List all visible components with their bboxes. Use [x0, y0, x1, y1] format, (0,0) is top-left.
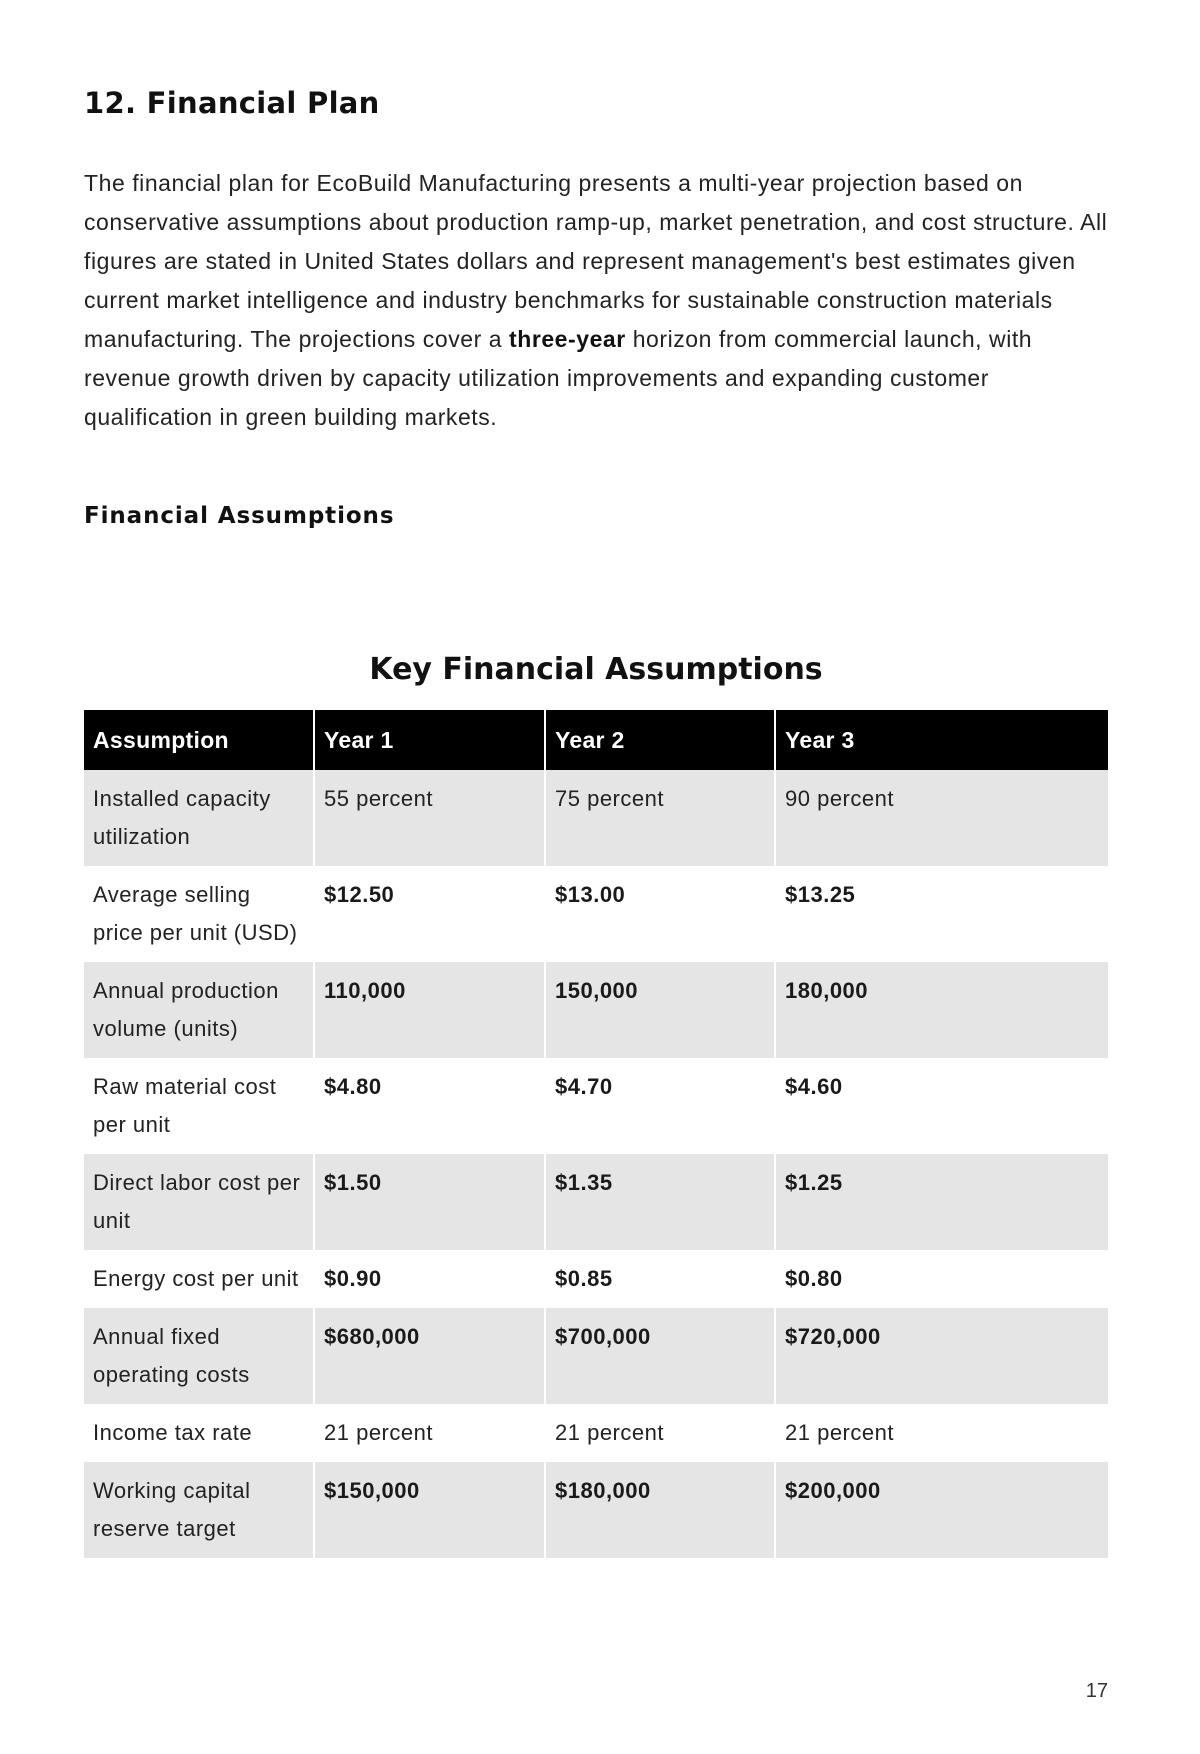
table-cell: $12.50 [314, 866, 545, 962]
row-label: Annual fixed operating costs [84, 1308, 314, 1404]
table-row [84, 770, 1108, 866]
row-label: Working capital reserve target [84, 1462, 314, 1558]
table-cell: $4.70 [545, 1058, 775, 1154]
intro-paragraph [84, 164, 1108, 437]
table-cell: $1.35 [545, 1154, 775, 1250]
row-label: Direct labor cost per unit [84, 1154, 314, 1250]
assumptions-table [84, 710, 1108, 1558]
table-cell: $180,000 [545, 1462, 775, 1558]
table-row [84, 1404, 1108, 1462]
table-cell: $200,000 [775, 1462, 1108, 1558]
table-caption: Key Financial Assumptions [369, 652, 823, 687]
header-cell: Assumption [84, 710, 314, 770]
table-cell: 55 percent [314, 770, 545, 866]
table-row [84, 1462, 1108, 1558]
table-cell: $0.90 [314, 1250, 545, 1308]
section-title: 12. Financial Plan [84, 86, 380, 120]
header-cell: Year 2 [545, 710, 775, 770]
table-cell: 21 percent [545, 1404, 775, 1462]
table-cell: $13.25 [775, 866, 1108, 962]
table-cell: $13.00 [545, 866, 775, 962]
table-cell: $680,000 [314, 1308, 545, 1404]
page-number: 17 [1085, 1680, 1108, 1702]
table-cell: $700,000 [545, 1308, 775, 1404]
header-cell: Year 3 [775, 710, 1108, 770]
table-row [84, 962, 1108, 1058]
row-label: Raw material cost per unit [84, 1058, 314, 1154]
intro-text-start: The financial plan for EcoBuild Manufacturing presents a multi-year projection based on conservative assumptions about production ramp-up, market penetration, and cost structure. All figures are stated in United States dollars and represent management's best estimates given current market intelligence and industry benchmarks for sustainable construction materials manufacturing. The projections cover a [84, 170, 1108, 352]
row-label: Income tax rate [84, 1404, 314, 1462]
table-cell: $720,000 [775, 1308, 1108, 1404]
table-cell: 21 percent [314, 1404, 545, 1462]
document-page [84, 0, 1108, 1754]
table-header-row [84, 710, 1108, 770]
table-cell: $0.85 [545, 1250, 775, 1308]
table-cell: 150,000 [545, 962, 775, 1058]
table-row [84, 1250, 1108, 1308]
row-label: Annual production volume (units) [84, 962, 314, 1058]
table-cell: 90 percent [775, 770, 1108, 866]
header-cell: Year 1 [314, 710, 545, 770]
table-row [84, 1154, 1108, 1250]
table-cell: 180,000 [775, 962, 1108, 1058]
intro-bold-term: three-year [509, 326, 626, 352]
table-cell: $1.50 [314, 1154, 545, 1250]
table-cell: $1.25 [775, 1154, 1108, 1250]
table-row [84, 1308, 1108, 1404]
table-row [84, 1058, 1108, 1154]
table-cell: 110,000 [314, 962, 545, 1058]
table-cell: $150,000 [314, 1462, 545, 1558]
row-label: Energy cost per unit [84, 1250, 314, 1308]
row-label: Average selling price per unit (USD) [84, 866, 314, 962]
row-label: Installed capacity utilization [84, 770, 314, 866]
table-cell: $4.80 [314, 1058, 545, 1154]
table-cell: 21 percent [775, 1404, 1108, 1462]
subheading-financial-assumptions: Financial Assumptions [84, 503, 395, 529]
intro-text-end: horizon from commercial launch, with revenue growth driven by capacity utilization improvements and expanding customer qualification in green building markets. [84, 326, 1033, 430]
table-row [84, 866, 1108, 962]
table-cell: $4.60 [775, 1058, 1108, 1154]
table-cell: $0.80 [775, 1250, 1108, 1308]
table-cell: 75 percent [545, 770, 775, 866]
